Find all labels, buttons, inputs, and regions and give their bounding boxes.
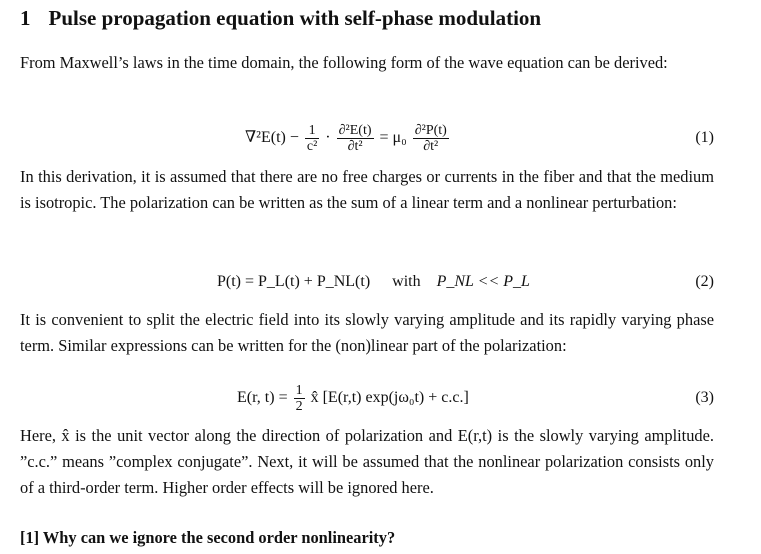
equation-3 [20, 381, 714, 415]
paragraph-unit-vector: Here, x̂ is the unit vector along the direction of polarization and E(r,t) is the slowly varying amplitude. ”c.c.” means ”complex conjugate”. Next, it will be assumed that the nonlinear polarization consists only of a third-order term. Higher order effects will be ignored here. [20, 426, 714, 497]
eq2-condition: P_NL << P_L [436, 273, 530, 290]
equation-2-number: (2) [695, 273, 714, 290]
question-1: [1] Why can we ignore the second order nonlinearity? [20, 528, 396, 547]
eq1-frac-d2E-dt2: $\frac{\text{∂²E(t)}}{\text{∂t²}}$ [338, 122, 372, 154]
eq2-with: with [392, 273, 421, 290]
eq1-lhs: ∇²E(t) − [245, 129, 299, 146]
equation-1-body [245, 121, 451, 155]
equation-3-body [237, 381, 469, 415]
paragraph-field-split: It is convenient to split the electric field into its slowly varying amplitude and its rapidly varying phase term. Similar expressions can be written for the (non)linear part of the polarization: [20, 310, 714, 355]
eq1-dot: · [325, 129, 331, 146]
section-number: 1 [20, 6, 31, 30]
section-title: Pulse propagation equation with self-phase modulation [48, 6, 542, 30]
eq1-frac-1-over-c2: $\frac{1}{\text{c²}}$ [306, 122, 318, 154]
section-heading [20, 6, 541, 30]
eq3-frac-half: $\frac{1}{2}$ [295, 382, 303, 414]
equation-1-number: (1) [695, 129, 714, 146]
paragraph-intro: From Maxwell’s laws in the time domain, the following form of the wave equation can be derived: [20, 53, 668, 72]
eq2-expression: P(t) = P_L(t) + P_NL(t) [217, 273, 371, 290]
paragraph-derivation: In this derivation, it is assumed that there are no free charges or currents in the fiber and that the medium is isotropic. The polarization can be written as the sum of a linear term and a nonlinear perturbation: [20, 167, 714, 212]
equation-3-number: (3) [695, 389, 714, 406]
equation-1 [20, 121, 714, 155]
eq3-lhs: E(r, t) = [237, 389, 288, 406]
equation-2 [20, 265, 714, 299]
equation-2-body [217, 265, 530, 299]
eq3-rhs: x̂ [E(r,t) exp(jω₀t) + c.c.] [310, 389, 469, 406]
eq1-frac-d2P-dt2: $\frac{\text{∂²P(t)}}{\text{∂t²}}$ [414, 122, 447, 154]
eq1-equals-mu0: = μ₀ [379, 129, 407, 146]
